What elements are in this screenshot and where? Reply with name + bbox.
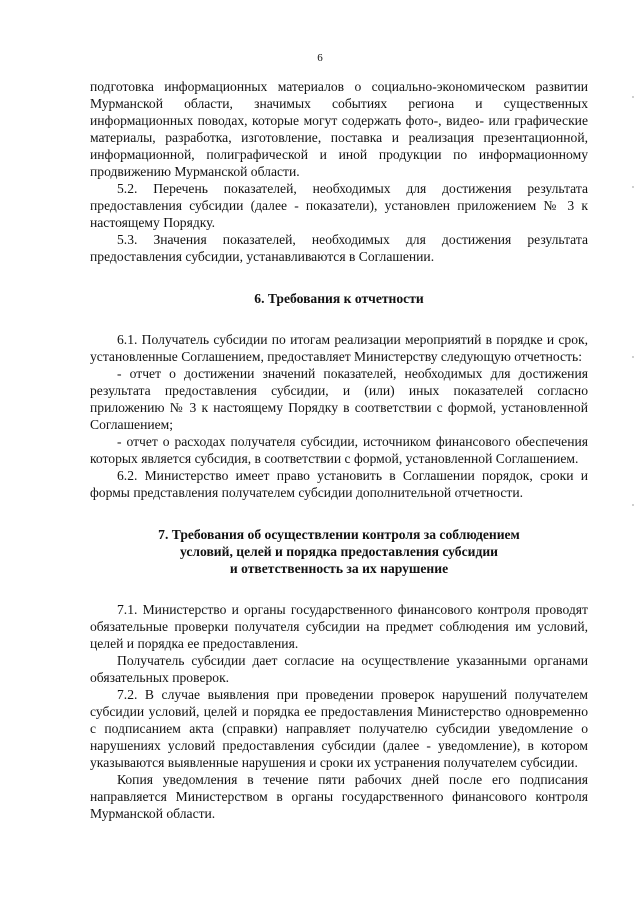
section-7-heading-line-3: и ответственность за их нарушение	[229, 561, 449, 576]
scan-speck	[632, 96, 634, 98]
spacer	[90, 577, 588, 601]
scan-speck	[632, 186, 634, 188]
paragraph-5-3: 5.3. Значения показателей, необходимых для достижения результата предоставления субсидии, устанавливаются в Соглашении.	[90, 232, 588, 264]
paragraph-7-2: 7.2. В случае выявления при проведении проверок нарушений получателем субсидии условий, целей и порядка ее предоставления Министерство одновременно с подписанием акта (справки) направляет получателю субсидии уведомление о нарушениях условий предоставления субсидии (далее - уведомление), в котором указываются выявленные нарушения и сроки их устранения получателем субсидии.	[90, 687, 588, 770]
section-6-heading: 6. Требования к отчетности	[254, 291, 424, 306]
paragraph-notice-copy: Копия уведомления в течение пяти рабочих дней после его подписания направляется Министерством в органы государственного финансового контроля Мурманской области.	[90, 772, 588, 821]
paragraph-7-1: 7.1. Министерство и органы государственного финансового контроля проводят обязательные проверки получателя субсидии на предмет соблюдения им условий, целей и порядка ее предоставления.	[90, 602, 588, 651]
list-item-report-indicators: - отчет о достижении значений показателей, необходимых для достижения результата предоставления субсидии, и (или) иных показателей согласно приложению № 3 к настоящему Порядку в соответствии с формой, установленной Соглашением;	[90, 366, 588, 432]
section-7-heading-line-1: 7. Требования об осуществлении контроля за соблюдением	[158, 527, 520, 542]
spacer	[90, 265, 588, 290]
paragraph-5-1-continuation: подготовка информационных материалов о социально-экономическом развитии Мурманской области, значимых событиях региона и существенных информационных поводах, которые могут содержать фото-, видео- или графические материалы, разработка, изготовление, поставка и реализация презентационной, информационной, полиграфической и иной продукции по информационному продвижению Мурманской области.	[90, 79, 588, 179]
list-item-report-expenses: - отчет о расходах получателя субсидии, источником финансового обеспечения которых является субсидия, в соответствии с формой, установленной Соглашением.	[90, 434, 588, 466]
paragraph-6-2: 6.2. Министерство имеет право установить в Соглашении порядок, сроки и формы представления получателем субсидии дополнительной отчетности.	[90, 468, 588, 500]
spacer	[90, 501, 588, 526]
document-body	[90, 78, 588, 822]
scan-speck	[632, 504, 634, 506]
section-7-heading-line-2: условий, целей и порядка предоставления субсидии	[179, 544, 499, 559]
spacer	[90, 307, 588, 331]
paragraph-5-2: 5.2. Перечень показателей, необходимых для достижения результата предоставления субсидии (далее - показатели), установлен приложением № 3 к настоящему Порядку.	[90, 181, 588, 230]
paragraph-consent: Получатель субсидии дает согласие на осуществление указанными органами обязательных проверок.	[90, 653, 588, 685]
scan-speck	[632, 356, 634, 358]
page-number: 6	[317, 52, 323, 64]
paragraph-6-1: 6.1. Получатель субсидии по итогам реализации мероприятий в порядке и срок, установленные Соглашением, предоставляет Министерству следующую отчетность:	[90, 332, 588, 364]
